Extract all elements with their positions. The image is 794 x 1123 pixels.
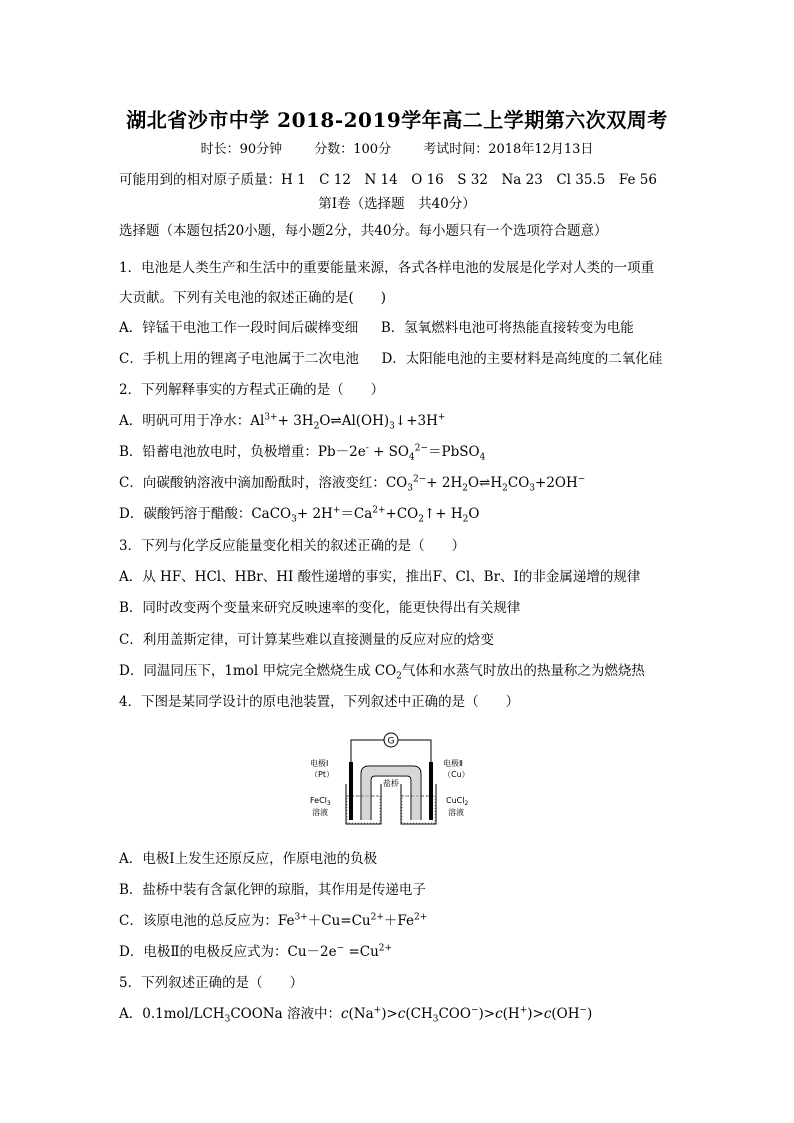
q1-option-d: D．太阳能电池的主要材料是高纯度的二氧化硅 [381,351,663,367]
electrode-2-label: 电极Ⅱ [443,759,463,768]
electrode-2 [429,762,433,820]
q3-option-b: B．同时改变两个变量来研究反映速率的变化，能更快得出有关规律 [119,600,521,616]
electrode-2-material: （Cu） [443,770,470,779]
q1-stem-line2: 大贡献。下列有关电池的叙述正确的是( ) [119,290,387,306]
exam-score: 分数：100分 [314,142,392,157]
q2-option-c: C．向碳酸钠溶液中滴加酚酞时，溶液变红：$CO_3^{2-}+$ $2H_2O\rightleftharpoons H_2CO_3+2OH^-$ [119,474,586,494]
electrode-1-label: 电极Ⅰ [310,759,329,768]
exam-info [0,138,794,157]
q1-stem-line1: 1．电池是人类生产和生活中的重要能量来源，各式各样电池的发展是化学对人类的一项重 [119,260,655,276]
q4-option-a: A．电极Ⅰ上发生还原反应，作原电池的负极 [119,851,378,867]
q1-options-row1 [119,318,679,338]
q2-option-a: A．明矾可用于净水：$Al^{3+}+$ $3H_2O\rightleftharpoons Al(OH)_3↓+3H^+$ [119,412,446,432]
salt-bridge-label: 盐桥 [383,779,399,788]
q4-option-b: B．盐桥中装有含氯化钾的琼脂，其作用是传递电子 [119,882,426,898]
exam-duration: 时长：90分钟 [200,142,283,157]
q1-option-c: C．手机上用的锂离子电池属于二次电池 [119,351,359,367]
left-solution-label-2: 溶液 [312,808,328,817]
wire-left [351,740,384,762]
q2-option-b: B．铅蓄电池放电时，负极增重：$Pb-2e^- + SO_4^{2-}=PbSO_4$ [119,443,486,463]
q3-option-d: D．同温同压下，1mol 甲烷完全燃烧生成 $CO_2$气体和水蒸气时放出的热量称之为燃烧热 [119,663,645,682]
right-solution-label: CuCl$_2$ [446,796,469,807]
wire-right [398,740,431,762]
q5-option-a: A．$0.1mol/LCH_3COONa$ 溶液中：$c(Na^+)>c(CH_3COO^-)>c(H^+)>c(OH^-)$ [119,1005,593,1025]
q1-option-b: B．氢氧燃料电池可将热能直接转变为电能 [380,320,634,336]
q3-stem: 3．下列与化学反应能量变化相关的叙述正确的是（ ） [119,538,466,554]
electrode-1-material: （Pt） [310,770,334,779]
q3-option-c: C．利用盖斯定律，可计算某些难以直接测量的反应对应的焓变 [119,632,494,648]
right-solution-label-2: 溶液 [448,808,464,817]
q4-stem: 4．下图是某同学设计的原电池装置，下列叙述中正确的是（ ） [119,694,520,710]
q1-option-a: A．锌锰干电池工作一段时间后碳棒变细 [119,320,359,336]
exam-title: 湖北省沙市中学 2018-2019学年高二上学期第六次双周考 [126,108,668,132]
atomic-masses: 可能用到的相对原子质量：H 1 C 12 N 14 O 16 S 32 Na 23 Cl 35.5 Fe 56 [119,172,657,188]
exam-date: 考试时间：2018年12月13日 [423,142,594,157]
left-solution-label: FeCl$_3$ [310,796,331,807]
galvanometer-label: G [387,736,395,747]
q3-option-a: A．从 HF、HCl、HBr、HI 酸性递增的事实，推出F、Cl、Br、I的非金属递增的规律 [119,569,641,585]
q2-stem: 2．下列解释事实的方程式正确的是（ ） [119,382,385,398]
electrode-1 [349,762,353,820]
section-title: 第Ⅰ卷（选择题 共40分） [318,196,476,212]
q2-option-d: D．碳酸钙溶于醋酸：CaCO$_3$+ $2H^+=Ca^{2+}+CO_2↑+ H_2O$ [119,505,480,525]
galvanic-cell-diagram [306,728,506,832]
q4-option-c: C．该原电池的总反应为：$Fe^{3+}+Cu=Cu^{2+}+Fe^{2+}$ [119,912,428,929]
q1-options-row2 [119,349,679,369]
instructions: 选择题（本题包括20小题，每小题2分，共40分。每小题只有一个选项符合题意） [119,223,608,239]
q4-option-d: D．电极Ⅱ的电极反应式为：$Cu-2e^- =Cu^{2+}$ [119,943,393,960]
q5-stem: 5．下列叙述正确的是（ ） [119,975,304,991]
